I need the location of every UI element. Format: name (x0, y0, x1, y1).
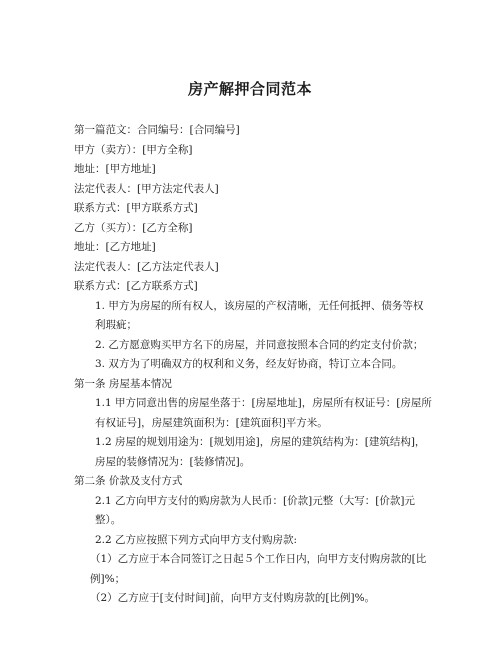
recital-1: 1. 甲方为房屋的所有权人，该房屋的产权清晰，无任何抵押、债务等权利瑕疵； (95, 299, 424, 331)
party-b-name-line: 乙方（买方）：[乙方全称] (74, 221, 193, 234)
recital-3: 3. 双方为了明确双方的权利和义务，经友好协商，特订立本合同。 (95, 358, 403, 370)
party-a-representative-line: 法定代表人：[甲方法定代表人] (74, 182, 219, 195)
clause-1-1: 1.1 甲方同意出售的房屋坐落于：[房屋地址]，房屋所有权证号：[房屋所有权证号]，房屋建筑面积为：[建筑面积]平方米。 (95, 397, 432, 429)
party-a-name-line: 甲方（卖方）：[甲方全称] (74, 143, 193, 156)
contract-number-line: 第一篇范文：合同编号：[合同编号] (74, 124, 240, 136)
party-b-contact-line: 联系方式：[乙方联系方式] (74, 280, 198, 292)
clause-2-1: 2.1 乙方向甲方支付的购房款为人民币：[价款]元整（大写：[价款]元整）。 (95, 494, 415, 526)
party-b-representative-line: 法定代表人：[乙方法定代表人] (74, 260, 219, 273)
clause-2-2-item-1: （1）乙方应于本合同签订之日起５个工作日内，向甲方支付购房款的[比例]%； (90, 553, 427, 585)
document-body (74, 121, 432, 609)
party-b-address-line: 地址：[乙方地址] (74, 241, 156, 253)
recital-2: 2. 乙方愿意购买甲方名下的房屋，并同意按照本合同的约定支付价款； (95, 338, 424, 351)
article-1-heading: 第一条 房屋基本情况 (74, 377, 172, 390)
document-title: 房产解押合同范本 (187, 80, 312, 98)
article-2-heading: 第二条 价款及支付方式 (74, 475, 183, 487)
clause-2-2-item-2: （2）乙方应于[支付时间]前，向甲方支付购房款的[比例]%。 (90, 592, 376, 604)
party-a-address-line: 地址：[甲方地址] (74, 163, 156, 175)
party-a-contact-line: 联系方式：[甲方联系方式] (74, 202, 198, 214)
clause-1-2: 1.2 房屋的规划用途为：[规划用途]，房屋的建筑结构为：[建筑结构]，房屋的装修情况为：[装修情况]。 (95, 436, 426, 468)
clause-2-2: 2.2 乙方应按照下列方式向甲方支付购房款: (95, 533, 298, 546)
